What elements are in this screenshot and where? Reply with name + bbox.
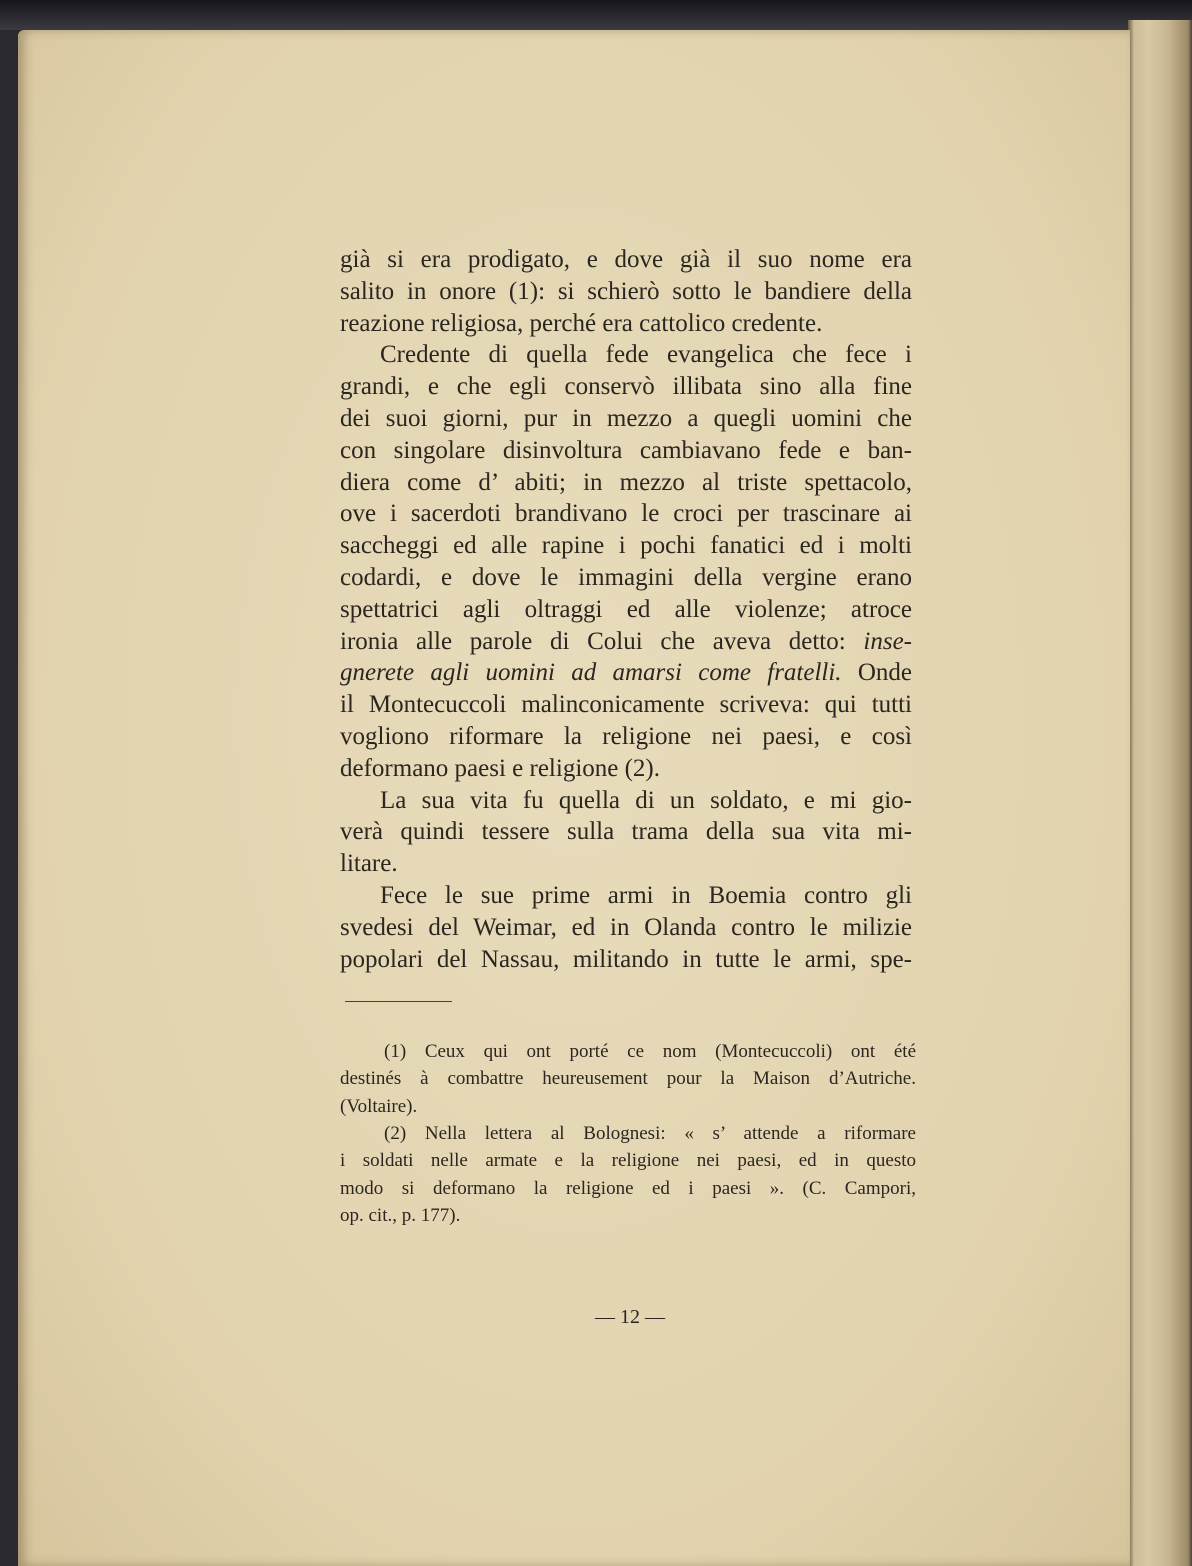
footnote-line: i soldati nelle armate e la religione nei paesi, ed in questo (340, 1150, 916, 1172)
text-segment: Onde (841, 659, 912, 687)
text-line (380, 340, 912, 370)
italic-text: inse- (863, 627, 912, 655)
footnote-line: (2) Nella lettera al Bolognesi: « s’ attende a riformare (384, 1122, 916, 1144)
text-line (340, 754, 912, 784)
text-line (340, 499, 912, 529)
text-segment: codardi, e dove le immagini della vergine erano (340, 564, 912, 591)
text-line (340, 627, 912, 657)
footnote-separator (345, 1001, 452, 1002)
text-line (340, 849, 912, 879)
text-line (340, 531, 912, 561)
text-segment: grandi, e che egli conservò illibata sino alla fine (340, 373, 912, 401)
footnote-line: op. cit., p. 177). (340, 1204, 461, 1226)
text-segment: saccheggi ed alle rapine i pochi fanatici ed i molti (340, 532, 912, 560)
text-line (380, 786, 912, 816)
text-segment: dei suoi giorni, pur in mezzo a quegli uomini che (340, 405, 912, 432)
text-line (340, 372, 912, 402)
text-line (340, 468, 912, 498)
text-line (340, 817, 912, 847)
text-line (340, 404, 912, 434)
text-segment: spettatrici agli oltraggi ed alle violenze; atroce (340, 595, 912, 623)
text-segment: il Montecuccoli malinconicamente scriveva: qui tutti (340, 691, 912, 719)
footnote-line: (1) Ceux qui ont porté ce nom (Montecuccoli) ont été (384, 1041, 916, 1062)
text-line (340, 245, 912, 275)
text-segment: litare. (340, 850, 398, 878)
text-segment: salito in onore (1): si schierò sotto le bandiere della (340, 277, 912, 305)
text-segment: svedesi del Weimar, ed in Olanda contro le milizie (340, 913, 912, 941)
text-line (340, 277, 912, 307)
text-segment: diera come d’ abiti; in mezzo al triste spettacolo, (340, 468, 912, 496)
text-line (340, 690, 912, 720)
text-segment: ove i sacerdoti brandivano le croci per trascinare ai (340, 500, 912, 528)
italic-text: gnerete agli uomini ad amarsi come fratelli. (340, 659, 842, 687)
footnote-line: destinés à combattre heureusement pour la Maison d’Autriche. (340, 1068, 916, 1090)
scanner-background (0, 0, 1192, 30)
text-segment: La sua vita fu quella di un soldato, e mi gio- (380, 786, 912, 814)
footnote-line: (Voltaire). (340, 1095, 418, 1117)
text-segment: Fece le sue prime armi in Boemia contro gli (380, 882, 912, 909)
text-line (340, 913, 912, 943)
text-line (340, 309, 912, 339)
text-line (340, 658, 912, 688)
text-segment: Credente di quella fede evangelica che fece i (380, 341, 912, 369)
text-segment: verà quindi tessere sulla trama della sua vita mi- (340, 818, 912, 846)
text-segment: ironia alle parole di Colui che aveva detto: (340, 627, 864, 655)
text-line (380, 881, 912, 911)
text-line (340, 945, 912, 975)
text-segment: con singolare disinvoltura cambiavano fede e ban- (340, 436, 912, 464)
text-line (340, 563, 912, 593)
text-line (340, 595, 912, 625)
text-segment: reazione religiosa, perché era cattolico credente. (340, 309, 823, 337)
text-segment: già si era prodigato, e dove già il suo nome era (340, 246, 912, 273)
text-line (340, 722, 912, 752)
footnote-line: modo si deformano la religione ed i paesi ». (C. Campori, (340, 1177, 916, 1199)
text-segment: popolari del Nassau, militando in tutte le armi, spe- (340, 945, 912, 973)
page-number: — 12 — (595, 1306, 665, 1328)
text-line (340, 436, 912, 466)
text-segment: deformano paesi e religione (2). (340, 754, 661, 782)
text-segment: vogliono riformare la religione nei paesi, e così (340, 723, 912, 750)
page-stack-edge (1128, 20, 1192, 1566)
